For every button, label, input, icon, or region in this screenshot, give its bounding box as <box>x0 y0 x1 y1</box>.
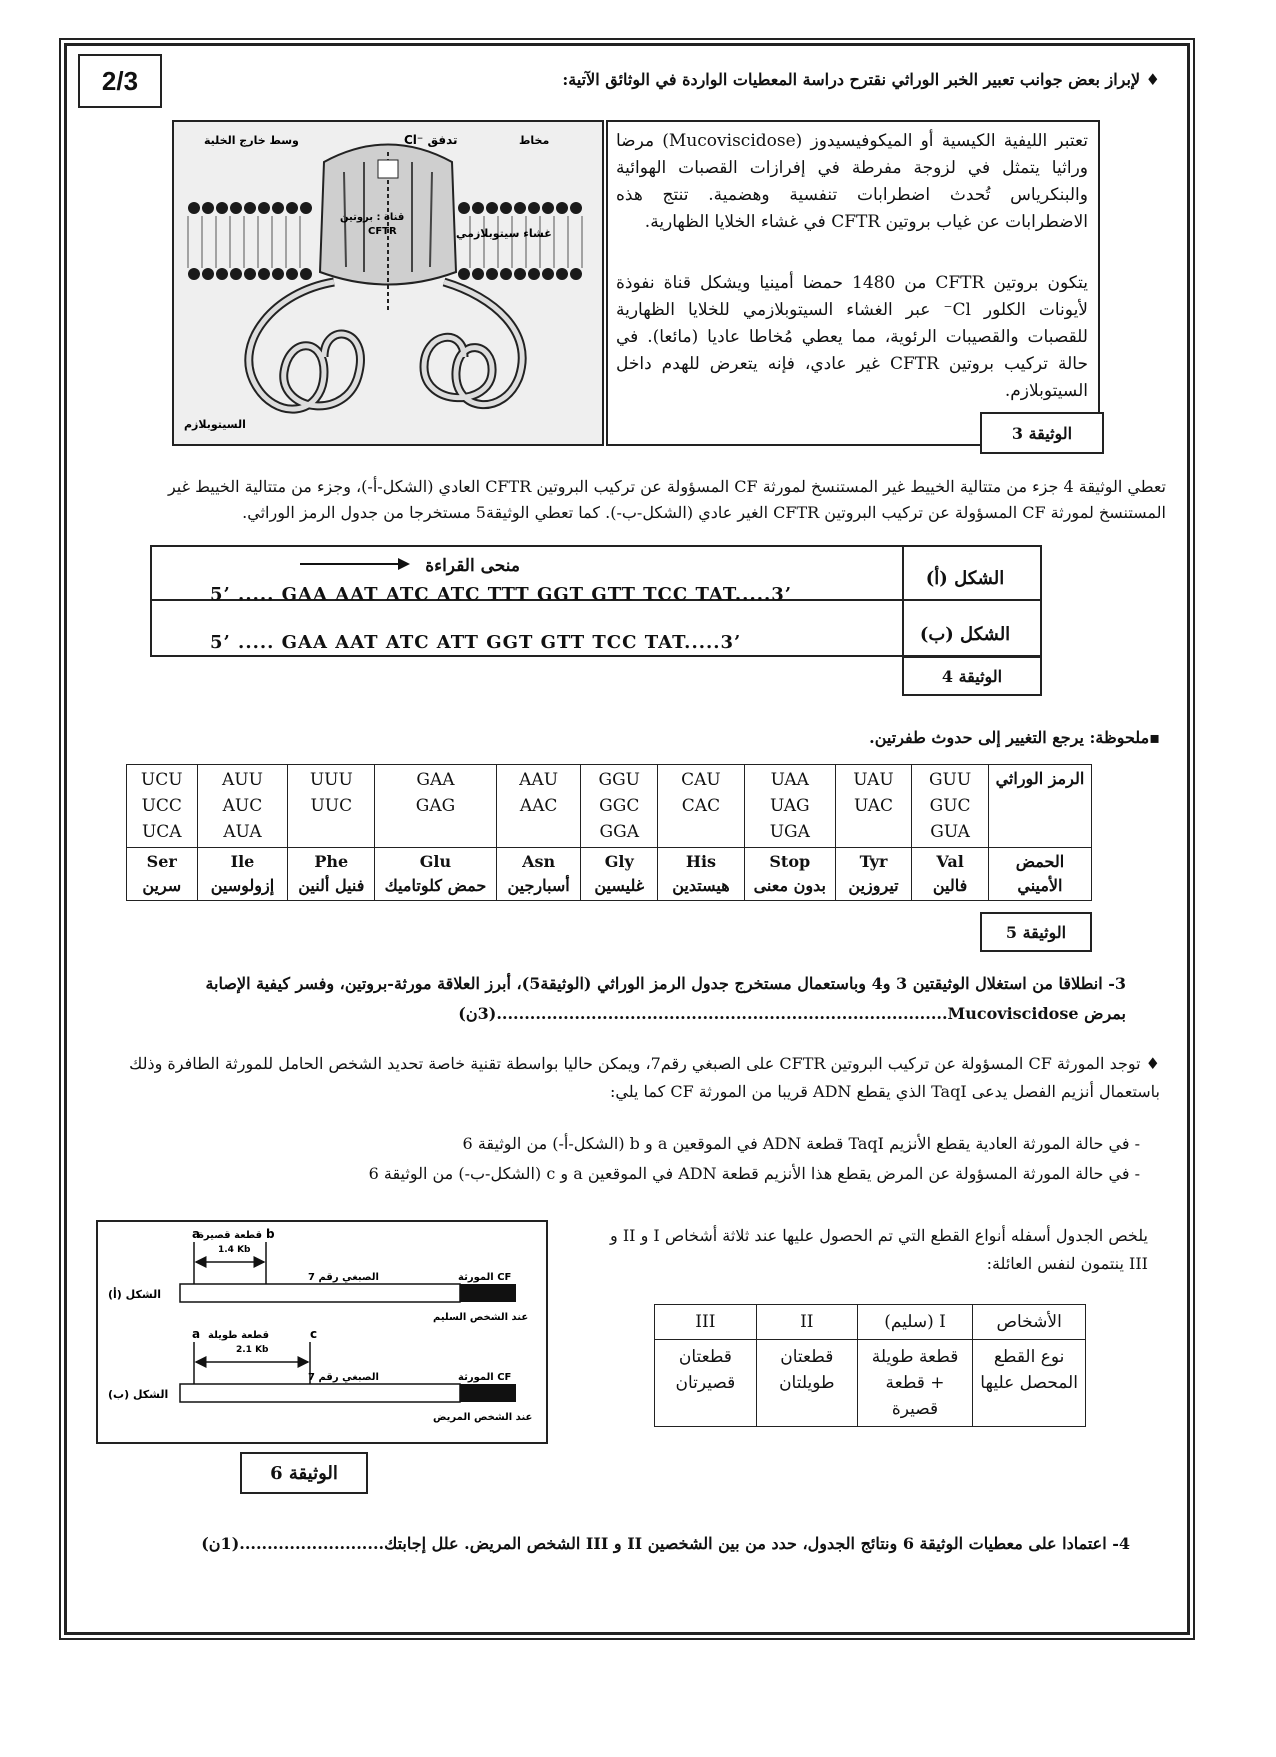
fig-channel-label: قناة : بروتين <box>340 212 405 223</box>
codon-cell-glu: GAA GAG <box>375 765 497 848</box>
fig-membrane-label: غشاء سيتوبلازمي <box>456 227 552 240</box>
fragments-row <box>655 1340 1086 1427</box>
doc4-intro: تعطي الوثيقة 4 جزء من متتالية الخييط غير المستنسخ لمورثة CF المسؤولة عن تركيب البروتين CFTR العادي (الشكل-أ-)، وجزء من متتالية الخييط غير المستنسخ لمورثة CF المسؤولة عن تركيب البروتين CFTR الغير عادي (الشكل-ب-). كما تعطي الوثيقة5 مستخرجا من جدول الرمز الوراثي. <box>167 477 1166 522</box>
gene-label-a: المورثة CF <box>458 1272 512 1283</box>
amino-cell: Ile إزولوسين <box>197 848 288 901</box>
doc6-label: الوثيقة 6 <box>240 1452 368 1494</box>
amino-cell: Val فالين <box>912 848 989 901</box>
amino-cell: Phe فنيل ألنين <box>288 848 375 901</box>
codon-cell-ser: UCU UCC UCA <box>127 765 198 848</box>
doc3-paragraph-2: يتكون بروتين CFTR من 1480 حمضا أمينيا ويشكل قناة نفوذة لأيونات الكلور Cl⁻ عبر الغشاء السيتوبلازمي للخلايا الظهارية للقصبات والقصيبات الرئوية، مما يعطي مُخاطا عاديا (مائعا). في حالة تركيب بروتين CFTR غير عادي، فإنه يتعرض للهدم داخل السيتوبلازم. <box>616 273 1088 401</box>
question-3-line2: بمرض Mucoviscidose.................................................................................(3ن) <box>458 1004 1126 1023</box>
codon-cell-tyr: UAU UAC <box>835 765 912 848</box>
codon-cell-stop: UAA UAG UGA <box>744 765 835 848</box>
codon-cell-gly: GGU GGC GGA <box>581 765 658 848</box>
amino-cell: Glu حمض كلوتاميك <box>375 848 497 901</box>
fig-cytoplasm-label: السيتوبلازم <box>184 418 246 431</box>
fig-outside-label: وسط خارج الخلية <box>204 134 299 147</box>
person-2-fragments: قطعتان طويلتان <box>756 1340 857 1427</box>
doc4-shape-a: الشكل (أ) <box>925 568 1005 589</box>
intro-text: ♦ لإبراز بعض جوانب تعبير الخبر الوراثي نقترح دراسة المعطيات الواردة في الوثائق الآتية: <box>562 70 1160 89</box>
doc6-shape-a: الشكل (أ) <box>108 1288 161 1301</box>
persons-header: الأشخاص <box>973 1305 1086 1340</box>
doc3-paragraph-1: تعتبر الليفية الكيسية أو الميكوفيسيدوز (Mucoviscidose) مرضا وراثيا يتمثل في لزوجة مفرطة في إفرازات القصبات الهوائية والبنكرياس تُحدث اضطرابات تنفسية وهضمية. تنتج هذه الاضطرابات عن غياب بروتين CFTR في غشاء الخلايا الظهارية. <box>616 131 1088 232</box>
person-3-fragments: قطعتان قصيرتان <box>655 1340 757 1427</box>
codon-row-header: الرمز الوراثي <box>988 765 1091 848</box>
mutation-note: ▪ملحوظة: يرجع التغيير إلى حدوث طفرتين. <box>869 728 1160 747</box>
bullet-normal-gene: - في حالة المورثة العادية يقطع الأنزيم TaqI قطعة ADN في الموقعين a و b (الشكل-أ-) من الوثيقة 6 <box>462 1134 1140 1153</box>
person-1-header: I (سليم) <box>857 1305 972 1340</box>
sequence-a: 5’ ..... GAA AAT ATC ATC TTT GGT GTT TCC TAT.....3’ <box>210 584 793 605</box>
codon-cell-phe: UUU UUC <box>288 765 375 848</box>
doc6-frame <box>96 1220 548 1444</box>
persons-header-row <box>655 1305 1086 1340</box>
codon-cell-asn: AAU AAC <box>496 765 581 848</box>
short-fragment-length: 1.4 Kb <box>218 1245 251 1255</box>
doc4-label: الوثيقة 4 <box>902 656 1042 696</box>
codon-cell-his: CAU CAC <box>658 765 745 848</box>
chromosome-label-a: الصبغي رقم 7 <box>308 1272 379 1283</box>
bullet-mutant-gene: - في حالة المورثة المسؤولة عن المرض يقطع هذا الأنزيم قطعة ADN في الموقعين a و c (الشكل-ب-) من الوثيقة 6 <box>368 1164 1140 1183</box>
persons-table <box>654 1304 1086 1427</box>
label-a-2: a <box>192 1327 201 1341</box>
doc5-label: الوثيقة 5 <box>980 912 1092 952</box>
reading-direction-text: منحى القراءة <box>425 556 520 576</box>
amino-row-header: الحمض الأميني <box>988 848 1091 901</box>
genetic-code-table <box>126 764 1092 901</box>
reading-arrow <box>300 557 410 571</box>
question-4: 4- اعتمادا على معطيات الوثيقة 6 ونتائج الجدول، حدد من بين الشخصين II و III الشخص المريض. علل إجابتك..........................(1ن) <box>201 1534 1130 1553</box>
amino-cell: His هيستدين <box>658 848 745 901</box>
codon-cell-val: GUU GUC GUA <box>912 765 989 848</box>
table-intro: يلخص الجدول أسفله أنواع القطع التي تم الحصول عليها عند ثلاثة أشخاص I و II و III ينتمون لنفس العائلة: <box>610 1226 1148 1273</box>
cftr-membrane-diagram <box>174 122 602 444</box>
fragment-type-header: نوع القطع المحصل عليها <box>973 1340 1086 1427</box>
label-c: c <box>310 1327 318 1341</box>
fig-mucus-label: مخاط <box>519 134 550 147</box>
restriction-diagram <box>98 1222 546 1442</box>
label-b: b <box>266 1227 275 1241</box>
label-a-1: a <box>192 1227 201 1241</box>
amino-cell: Ser سرين <box>127 848 198 901</box>
doc3-label: الوثيقة 3 <box>980 412 1104 454</box>
question-3-line1: 3- انطلاقا من استغلال الوثيقتين 3 و4 وباستعمال مستخرج جدول الرمز الوراثي (الوثيقة5)، أبرز العلاقة مورثة-بروتين، وفسر كيفية الإصابة <box>205 974 1126 993</box>
cf-intro: ♦ توجد المورثة CF المسؤولة عن تركيب البروتين CFTR على الصبغي رقم7، ويمكن حاليا بواسطة تقنية خاصة تحديد الشخص الحامل للمورثة الطافرة وذلك باستعمال أنزيم الفصل يدعى TaqI الذي يقطع ADN قريبا من المورثة CF كما يلي: <box>129 1054 1160 1101</box>
sick-person-label: عند الشخص المريض <box>433 1412 533 1423</box>
gene-label-b: المورثة CF <box>458 1372 512 1383</box>
person-1-fragments: قطعة طويلة + قطعة قصيرة <box>857 1340 972 1427</box>
fig-cftr-label: CFTR <box>368 226 397 237</box>
long-fragment-length: 2.1 Kb <box>236 1345 269 1355</box>
amino-acid-row <box>127 848 1092 901</box>
person-3-header: III <box>655 1305 757 1340</box>
amino-cell: Asn أسبارجين <box>496 848 581 901</box>
doc3-figure-frame <box>172 120 604 446</box>
codon-row <box>127 765 1092 848</box>
amino-cell: Tyr تيروزين <box>835 848 912 901</box>
amino-cell: Stop بدون معنى <box>744 848 835 901</box>
chromosome-label-b: الصبغي رقم 7 <box>308 1372 379 1383</box>
long-fragment-label: قطعة طويلة <box>208 1330 270 1341</box>
doc6-shape-b: الشكل (ب) <box>108 1388 169 1401</box>
short-fragment-label: قطعة قصيرة <box>198 1230 263 1241</box>
person-2-header: II <box>756 1305 857 1340</box>
sequence-b: 5’ ..... GAA AAT ATC ATT GGT GTT TCC TAT.....3’ <box>210 632 742 653</box>
codon-cell-ile: AUU AUC AUA <box>197 765 288 848</box>
fig-cl-label: Cl⁻ تدفق <box>404 133 458 147</box>
page-number: 2/3 <box>78 54 162 108</box>
doc4-shape-b: الشكل (ب) <box>919 624 1011 645</box>
amino-cell: Gly غليسين <box>581 848 658 901</box>
healthy-person-label: عند الشخص السليم <box>433 1312 529 1323</box>
